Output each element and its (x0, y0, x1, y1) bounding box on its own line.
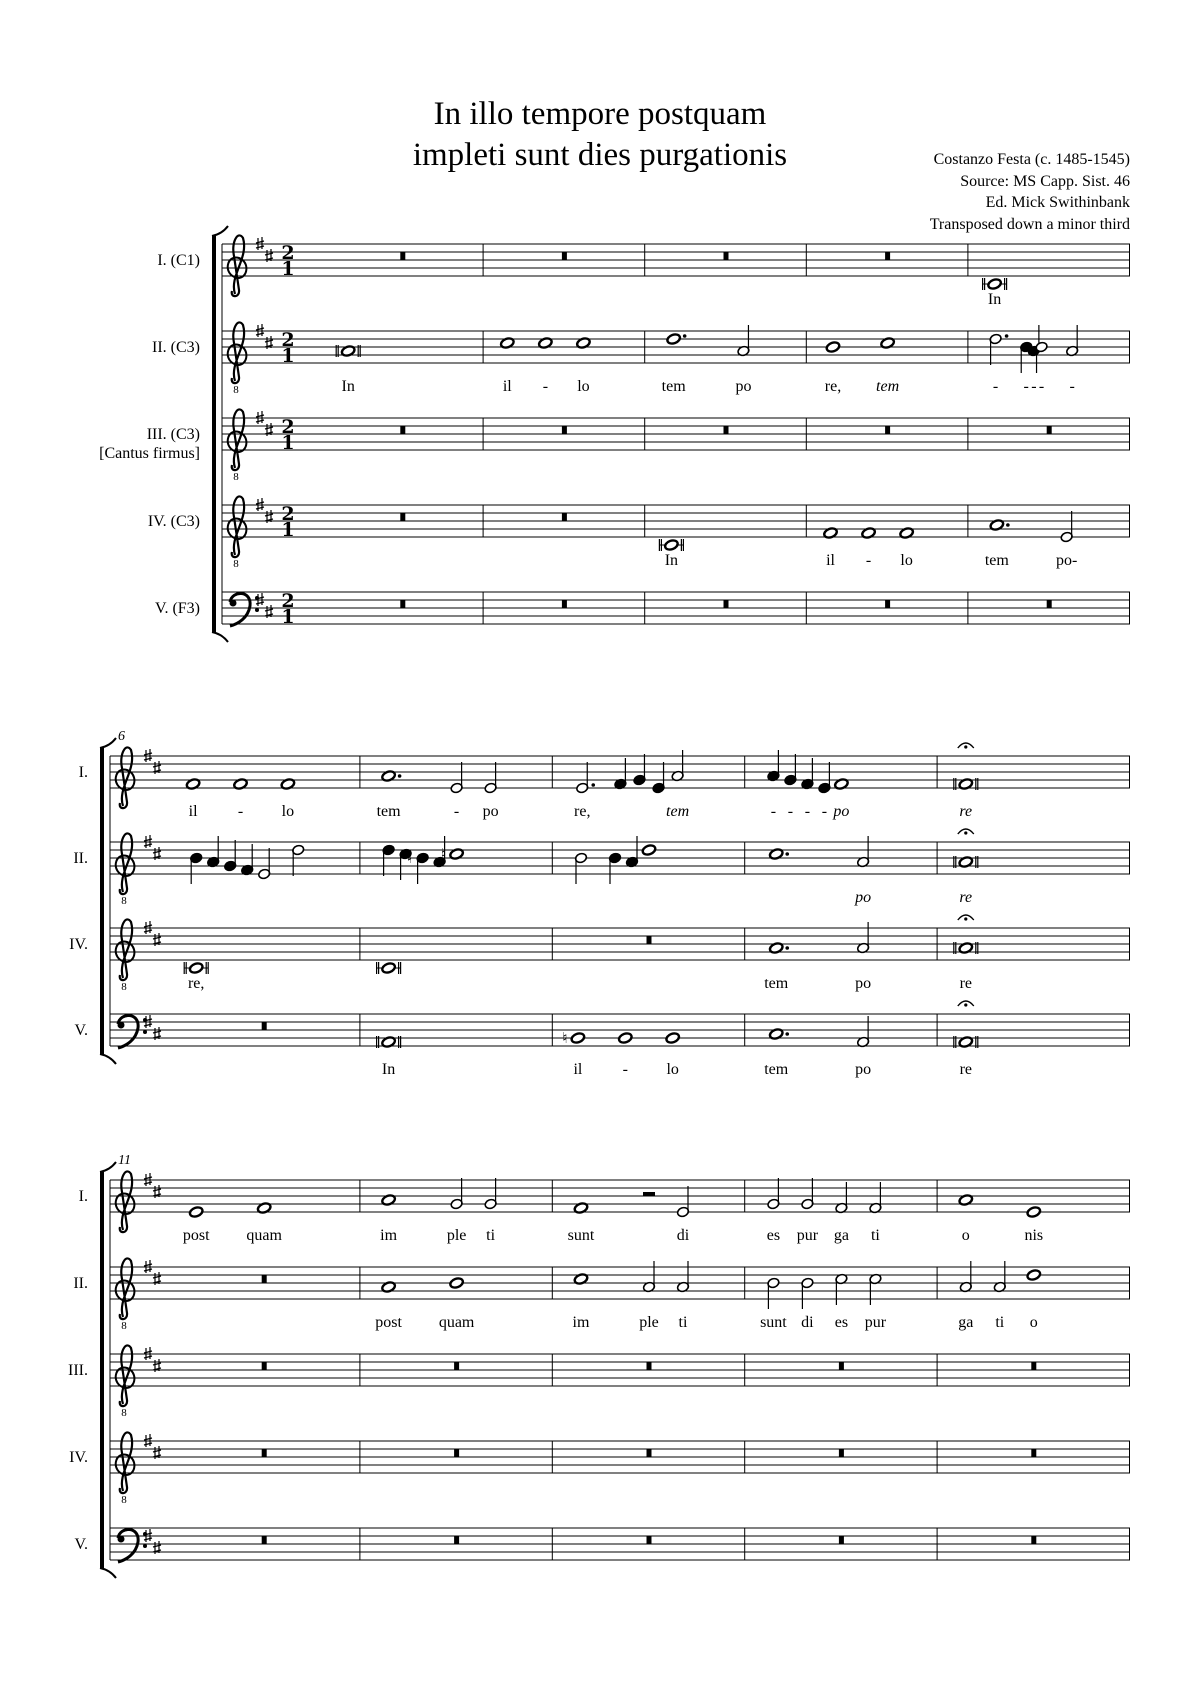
staff-5 (155, 590, 1130, 628)
lyric-syllable: es (834, 1314, 849, 1331)
augmentation-dot (591, 783, 595, 787)
breve-rest (647, 1449, 652, 1457)
lyric-syllable: pur (796, 1227, 819, 1244)
staff-5 (75, 1528, 1131, 1562)
lyric-syllable: In (664, 552, 679, 569)
lyric-syllable: po- (1055, 552, 1078, 569)
staff-name: III. (68, 1362, 88, 1379)
lyric-syllable: - (992, 378, 999, 395)
staff-1 (157, 235, 1130, 308)
time-signature-lower: 1 (281, 345, 295, 367)
whole-note (618, 1032, 633, 1044)
staff-name: IV. (69, 1449, 88, 1466)
lyric-syllable: - (821, 803, 828, 820)
lyric-syllable: lo (666, 1061, 679, 1078)
breve-rest (1047, 426, 1052, 434)
time-signature-upper: 2 (281, 590, 295, 612)
breve-rest (885, 426, 890, 434)
editor-credit: Ed. Mick Swithinbank (985, 194, 1130, 211)
bracket-bottom-hook (100, 1568, 116, 1578)
lyric-syllable: im (572, 1314, 590, 1331)
staff-name: IV. (C3) (147, 513, 200, 530)
staff-2 (73, 1258, 1130, 1332)
octave-eight-mark: 8 (121, 1407, 127, 1419)
breve-rest (454, 1536, 459, 1544)
lyric-syllable: lo (577, 378, 590, 395)
lyric-syllable: ga (958, 1314, 974, 1331)
treble-clef-icon (120, 747, 132, 808)
treble-clef-icon (232, 496, 244, 557)
octave-eight-mark: 8 (233, 471, 239, 483)
measure-number: 11 (118, 1153, 131, 1168)
lyric-syllable: re, (574, 803, 591, 820)
lyric-syllable: In (987, 291, 1002, 308)
augmentation-dot (785, 1032, 789, 1036)
staff-name: I. (78, 764, 88, 781)
bass-clef-icon-dot-lower (255, 608, 259, 612)
lyric-syllable: re (959, 803, 973, 820)
breve-rest (400, 252, 405, 260)
lyric-syllable: sunt (760, 1314, 787, 1331)
lyric-syllable: di (676, 1227, 690, 1244)
staff-4 (75, 1001, 1131, 1078)
lyric-syllable: - (1038, 378, 1045, 395)
whole-note (1026, 1269, 1041, 1281)
lyric-syllable: il (188, 803, 198, 820)
staff-name: II. (73, 1275, 88, 1292)
natural-sign: ♮ (440, 845, 447, 863)
octave-eight-mark: 8 (121, 895, 127, 907)
bass-clef-icon-dot (230, 600, 237, 607)
lyric-syllable: - (1031, 378, 1037, 395)
lyric-syllable: di (801, 1314, 814, 1331)
time-signature-upper: 2 (281, 503, 295, 525)
treble-clef-icon (120, 1171, 132, 1232)
lyric-syllable: po (833, 803, 850, 820)
staff-name: V. (F3) (154, 600, 200, 617)
whole-note (1026, 1206, 1041, 1218)
staff-1 (79, 1171, 1130, 1244)
fermata-dot (964, 1003, 967, 1006)
key-signature-sharp-icon (144, 835, 152, 848)
lyric-syllable: ple (639, 1314, 659, 1331)
lyric-syllable: quam (438, 1314, 475, 1331)
key-signature-sharp-icon (256, 324, 264, 337)
octave-eight-mark: 8 (233, 384, 239, 396)
staff-name: V. (74, 1536, 88, 1553)
lyric-syllable: re, (824, 378, 842, 395)
breve-rest (885, 600, 890, 608)
breve-rest (562, 600, 567, 608)
treble-clef-icon (232, 409, 244, 470)
staff-name: I. (78, 1188, 88, 1205)
lyric-syllable: In (381, 1061, 396, 1078)
lyric-syllable: - (1023, 378, 1029, 395)
breve-rest (454, 1449, 459, 1457)
lyric-syllable: pur (864, 1314, 887, 1331)
whole-note (641, 844, 656, 856)
fermata-dot (964, 831, 967, 834)
whole-note (189, 1206, 204, 1218)
breve-rest (262, 1022, 267, 1030)
staff-4 (148, 496, 1130, 570)
lyric-syllable: tem (984, 552, 1009, 569)
staff-2 (152, 322, 1130, 396)
time-signature-lower: 1 (281, 606, 295, 628)
title-line-1: In illo tempore postquam (433, 96, 767, 132)
whole-note (449, 1277, 464, 1289)
whole-note (570, 1032, 585, 1044)
staff-3 (99, 409, 1130, 483)
fermata-dot (964, 917, 967, 920)
lyric-syllable: - (1069, 378, 1075, 395)
breve-rest (1031, 1362, 1036, 1370)
lyric-syllable: re, (187, 975, 205, 992)
treble-clef-icon (232, 235, 244, 296)
whole-note (665, 1032, 680, 1044)
breve-rest (262, 1536, 267, 1544)
bass-clef-icon-dot (118, 1022, 125, 1029)
staff-name: IV. (69, 936, 88, 953)
transposition-note: Transposed down a minor third (929, 216, 1130, 233)
bass-clef-icon (230, 593, 250, 626)
breve-rest (400, 600, 405, 608)
score-header (413, 96, 1130, 233)
key-signature-sharp-icon (144, 1173, 152, 1186)
lyric-syllable: - (453, 803, 460, 820)
breve-rest (724, 600, 729, 608)
breve-rest (400, 513, 405, 521)
lyric-syllable: tem (666, 803, 690, 820)
lyric-syllable: - (804, 803, 811, 820)
augmentation-dot (398, 774, 402, 778)
octave-eight-mark: 8 (233, 558, 239, 570)
score-systems (68, 226, 1130, 1578)
octave-eight-mark: 8 (121, 1494, 127, 1506)
lyric-syllable: tem (376, 803, 401, 820)
lyric-syllable: - (865, 552, 872, 569)
measure-number: 6 (118, 729, 125, 744)
lyric-syllable: - (770, 803, 777, 820)
breve-rest (1031, 1536, 1036, 1544)
bass-clef-icon-dot-lower (143, 1544, 147, 1548)
time-signature-lower: 1 (281, 432, 295, 454)
composer-credit: Costanzo Festa (c. 1485-1545) (933, 151, 1130, 168)
key-signature-sharp-icon (144, 1260, 152, 1273)
breve-rest (647, 1362, 652, 1370)
lyric-syllable: es (766, 1227, 781, 1244)
breve-rest (885, 252, 890, 260)
lyric-syllable: quam (246, 1227, 282, 1244)
lyric-syllable: - (622, 1061, 628, 1078)
time-signature-lower: 1 (281, 519, 295, 541)
lyric-syllable: po (735, 378, 752, 395)
system-3 (68, 1153, 1130, 1578)
augmentation-dot (785, 946, 789, 950)
whole-note (666, 333, 681, 345)
breve-rest (262, 1275, 267, 1283)
breve-rest (839, 1362, 844, 1370)
treble-clef-icon (120, 1258, 132, 1319)
lyric-syllable: lo (900, 552, 913, 569)
lyric-syllable: tem (661, 378, 686, 395)
key-signature-sharp-icon (144, 1434, 152, 1447)
bass-clef-icon (118, 1529, 138, 1562)
lyric-syllable: nis (1024, 1227, 1044, 1244)
lyric-syllable: il (502, 378, 512, 395)
lyric-syllable: ti (995, 1314, 1005, 1331)
staff-3 (68, 1345, 1130, 1419)
half-rest (643, 1192, 655, 1196)
time-signature-upper: 2 (281, 416, 295, 438)
lyric-syllable: tem (764, 975, 789, 992)
lyric-syllable: - (237, 803, 244, 820)
staff-2 (73, 829, 1130, 907)
lyric-syllable: post (375, 1314, 402, 1331)
octave-eight-mark: 8 (121, 1320, 127, 1332)
system-2 (69, 729, 1130, 1078)
augmentation-dot (1005, 334, 1009, 338)
staff-4 (69, 1432, 1130, 1506)
lyric-syllable: post (182, 1227, 210, 1244)
treble-clef-icon (120, 1432, 132, 1493)
bracket-top-hook (212, 226, 228, 236)
lyric-syllable: re (959, 975, 973, 992)
lyric-syllable: im (380, 1227, 398, 1244)
bass-clef-icon (118, 1015, 138, 1048)
breve-rest (724, 252, 729, 260)
augmentation-dot (785, 852, 789, 856)
staff-name: III. (C3) (146, 426, 200, 443)
bass-clef-icon-dot-lower (143, 1030, 147, 1034)
key-signature-sharp-icon (256, 498, 264, 511)
staff-name: II. (73, 850, 88, 867)
system-1 (99, 226, 1130, 642)
breve-rest (839, 1536, 844, 1544)
lyric-syllable: lo (281, 803, 295, 820)
natural-sign: ♮ (562, 1029, 568, 1047)
breve-rest (647, 1536, 652, 1544)
breve-rest (1047, 600, 1052, 608)
treble-clef-icon (120, 833, 132, 894)
lyric-syllable: sunt (567, 1227, 595, 1244)
breve-note (664, 539, 679, 551)
lyric-syllable: tem (876, 378, 900, 395)
key-signature-sharp-icon (144, 1347, 152, 1360)
lyric-syllable: po (482, 803, 499, 820)
lyric-syllable: ti (678, 1314, 688, 1331)
staff-name: V. (74, 1022, 88, 1039)
staff-3 (69, 915, 1130, 993)
breve-rest (562, 426, 567, 434)
lyric-syllable: ti (870, 1227, 880, 1244)
key-signature-sharp-icon (144, 749, 152, 762)
augmentation-dot (683, 334, 687, 338)
whole-note (825, 341, 840, 353)
breve-rest (724, 426, 729, 434)
breve-rest (562, 513, 567, 521)
source-credit: Source: MS Capp. Sist. 46 (960, 173, 1130, 190)
staff-name-secondary: [Cantus firmus] (99, 445, 200, 462)
lyric-syllable: re (959, 889, 973, 906)
bracket-top-hook (100, 1162, 116, 1172)
augmentation-dot (1006, 523, 1010, 527)
time-signature-lower: 1 (281, 258, 295, 280)
time-signature-upper: 2 (281, 242, 295, 264)
staff-1 (79, 743, 1130, 820)
lyric-syllable: il (826, 552, 835, 569)
time-signature-upper: 2 (281, 329, 295, 351)
lyric-syllable: po (855, 975, 872, 992)
breve-note (987, 278, 1002, 290)
breve-rest (1031, 1449, 1036, 1457)
lyric-syllable: o (1029, 1314, 1038, 1331)
lyric-syllable: ti (486, 1227, 496, 1244)
lyric-syllable: ga (833, 1227, 849, 1244)
breve-rest (839, 1449, 844, 1457)
lyric-syllable: ple (446, 1227, 467, 1244)
breve-rest (262, 1449, 267, 1457)
breve-rest (647, 936, 652, 944)
lyric-syllable: po (855, 889, 872, 906)
lyric-syllable: In (341, 378, 355, 395)
lyric-syllable: re (959, 1061, 973, 1078)
lyric-syllable: po (855, 1061, 872, 1078)
lyric-syllable: o (961, 1227, 970, 1244)
lyric-syllable: tem (764, 1061, 789, 1078)
fermata-dot (964, 745, 967, 748)
bracket-bottom-hook (100, 1054, 116, 1064)
key-signature-sharp-icon (256, 237, 264, 250)
treble-clef-icon (120, 919, 132, 980)
breve-rest (400, 426, 405, 434)
lyric-syllable: il (573, 1061, 583, 1078)
octave-eight-mark: 8 (121, 981, 127, 993)
breve-rest (562, 252, 567, 260)
bracket-top-hook (100, 738, 116, 748)
staff-name: I. (C1) (157, 252, 200, 269)
natural-sign: ♮ (406, 849, 413, 867)
key-signature-sharp-icon (144, 921, 152, 934)
staff-name: II. (C3) (152, 339, 200, 356)
treble-clef-icon (120, 1345, 132, 1406)
treble-clef-icon (232, 322, 244, 383)
breve-rest (262, 1362, 267, 1370)
bracket-bottom-hook (212, 632, 228, 642)
bass-clef-icon-dot (118, 1536, 125, 1543)
breve-note (189, 962, 204, 974)
key-signature-sharp-icon (256, 411, 264, 424)
breve-rest (454, 1362, 459, 1370)
breve-note (381, 962, 396, 974)
lyric-syllable: - (787, 803, 794, 820)
title-line-2: impleti sunt dies purgationis (412, 137, 788, 173)
lyric-syllable: - (542, 378, 549, 395)
